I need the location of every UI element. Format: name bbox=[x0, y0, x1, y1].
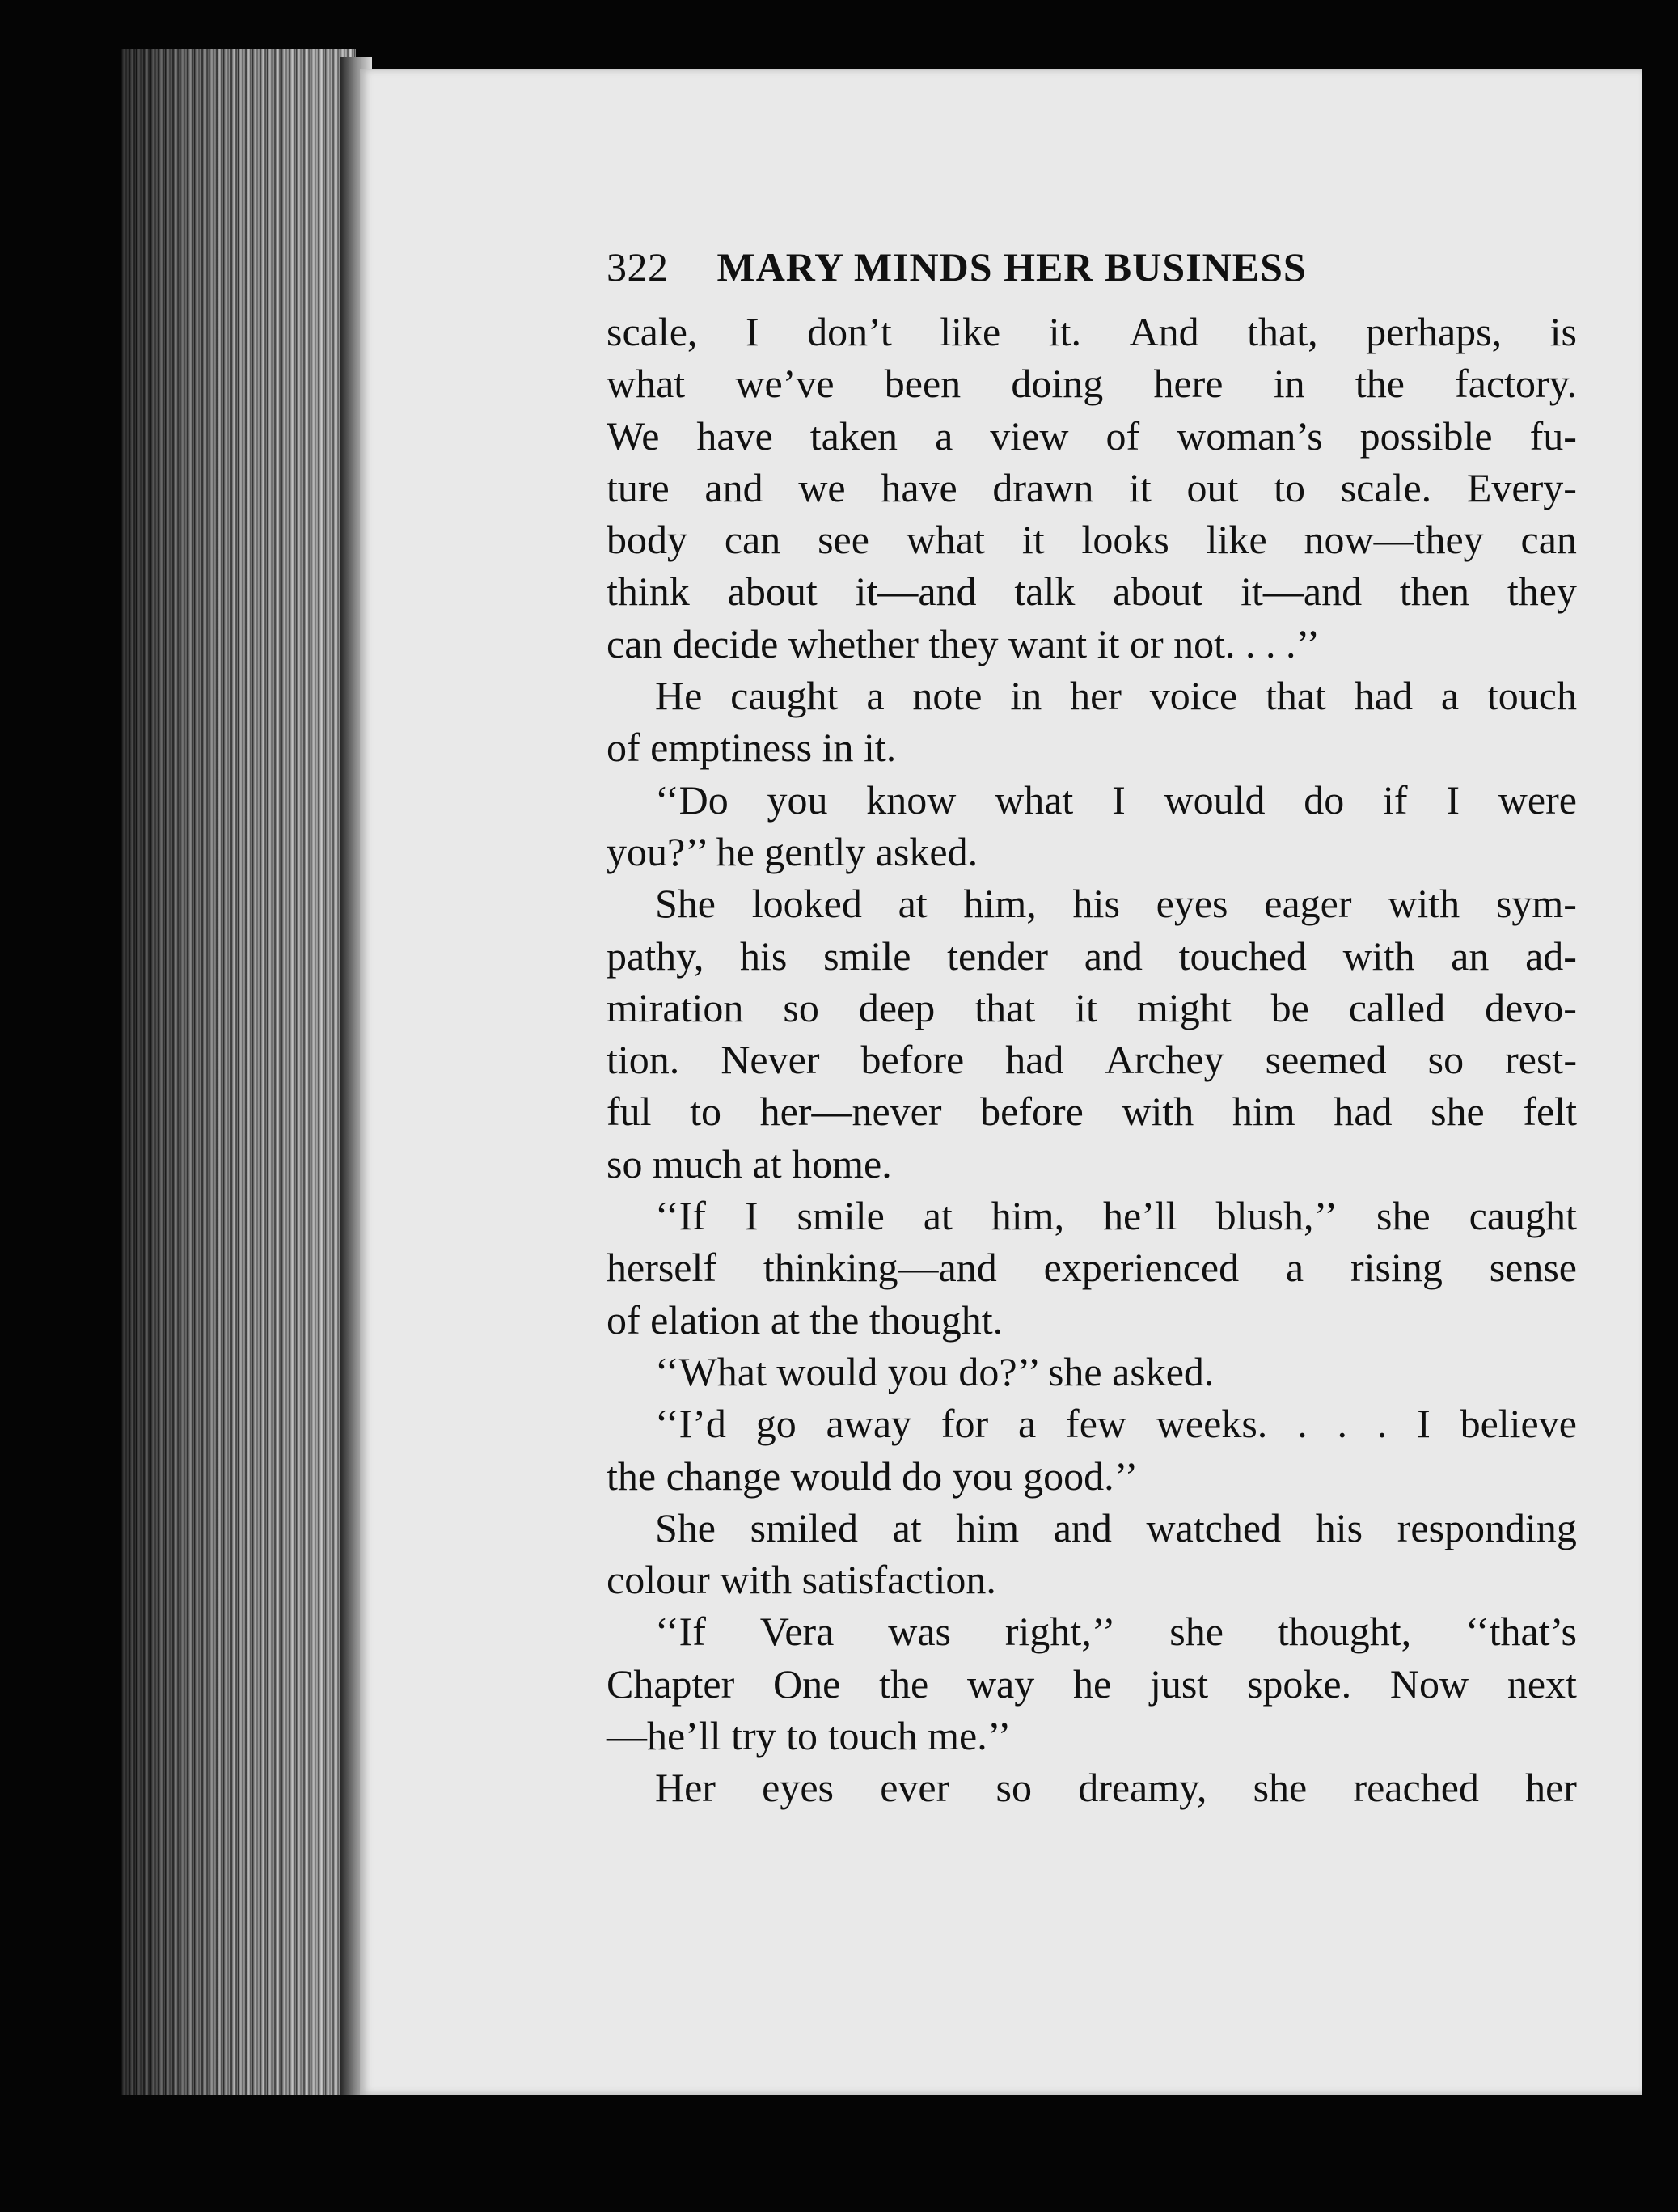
text-line: you?’’ he gently asked. bbox=[607, 828, 978, 874]
scan-border-bottom bbox=[0, 2095, 1678, 2212]
text-line: scale, I don’t like it. And that, perhaps, is bbox=[607, 309, 1577, 354]
text-line: miration so deep that it might be called devo- bbox=[607, 984, 1577, 1030]
text-line: herself thinking—and experienced a rising sense bbox=[607, 1245, 1577, 1291]
text-line: tion. Never before had Archey seemed so rest- bbox=[607, 1037, 1577, 1083]
running-head bbox=[607, 243, 1577, 291]
text-line: think about it—and talk about it—and then they bbox=[607, 569, 1577, 615]
text-line: the change would do you good.’’ bbox=[607, 1453, 1139, 1499]
text-line: what we’ve been doing here in the factory. bbox=[607, 361, 1577, 407]
page-edges bbox=[121, 49, 356, 2103]
text-block bbox=[607, 243, 1577, 1814]
text-line: ture and we have drawn it out to scale. Every- bbox=[607, 464, 1577, 510]
text-line: ful to her—never before with him had she felt bbox=[607, 1089, 1577, 1135]
scan-border-right bbox=[1642, 0, 1678, 2212]
text-line: body can see what it looks like now—they can bbox=[607, 517, 1577, 563]
text-line: —he’ll try to touch me.’’ bbox=[607, 1713, 1012, 1759]
text-line: of elation at the thought. bbox=[607, 1296, 1004, 1343]
scan-border-top bbox=[0, 0, 1678, 49]
text-line: She looked at him, his eyes eager with sym- bbox=[655, 881, 1577, 927]
book-page bbox=[360, 69, 1642, 2095]
text-line: Her eyes ever so dreamy, she reached her bbox=[655, 1765, 1577, 1811]
text-line: so much at home. bbox=[607, 1140, 892, 1186]
text-line: pathy, his smile tender and touched with an ad- bbox=[607, 933, 1577, 979]
page-number: 322 bbox=[607, 244, 669, 290]
text-line: He caught a note in her voice that had a touch bbox=[655, 673, 1577, 719]
text-line: ‘‘I’d go away for a few weeks. . . . I believe bbox=[655, 1401, 1577, 1447]
text-line: ‘‘Do you know what I would do if I were bbox=[655, 776, 1577, 823]
text-line: Chapter One the way he just spoke. Now next bbox=[607, 1660, 1577, 1707]
text-line: ‘‘What would you do?’’ she asked. bbox=[655, 1348, 1215, 1394]
text-line: of emptiness in it. bbox=[607, 725, 897, 771]
text-line: ‘‘If I smile at him, he’ll blush,’’ she caught bbox=[655, 1193, 1577, 1239]
text-line: can decide whether they want it or not. . . .’’ bbox=[607, 620, 1321, 666]
text-line: She smiled at him and watched his responding bbox=[655, 1504, 1577, 1550]
book-title: MARY MINDS HER BUSINESS bbox=[716, 244, 1307, 290]
text-line: ‘‘If Vera was right,’’ she thought, ‘‘that’s bbox=[655, 1609, 1577, 1655]
text-line: colour with satisfaction. bbox=[607, 1557, 996, 1603]
text-line: We have taken a view of woman’s possible fu- bbox=[607, 412, 1577, 459]
